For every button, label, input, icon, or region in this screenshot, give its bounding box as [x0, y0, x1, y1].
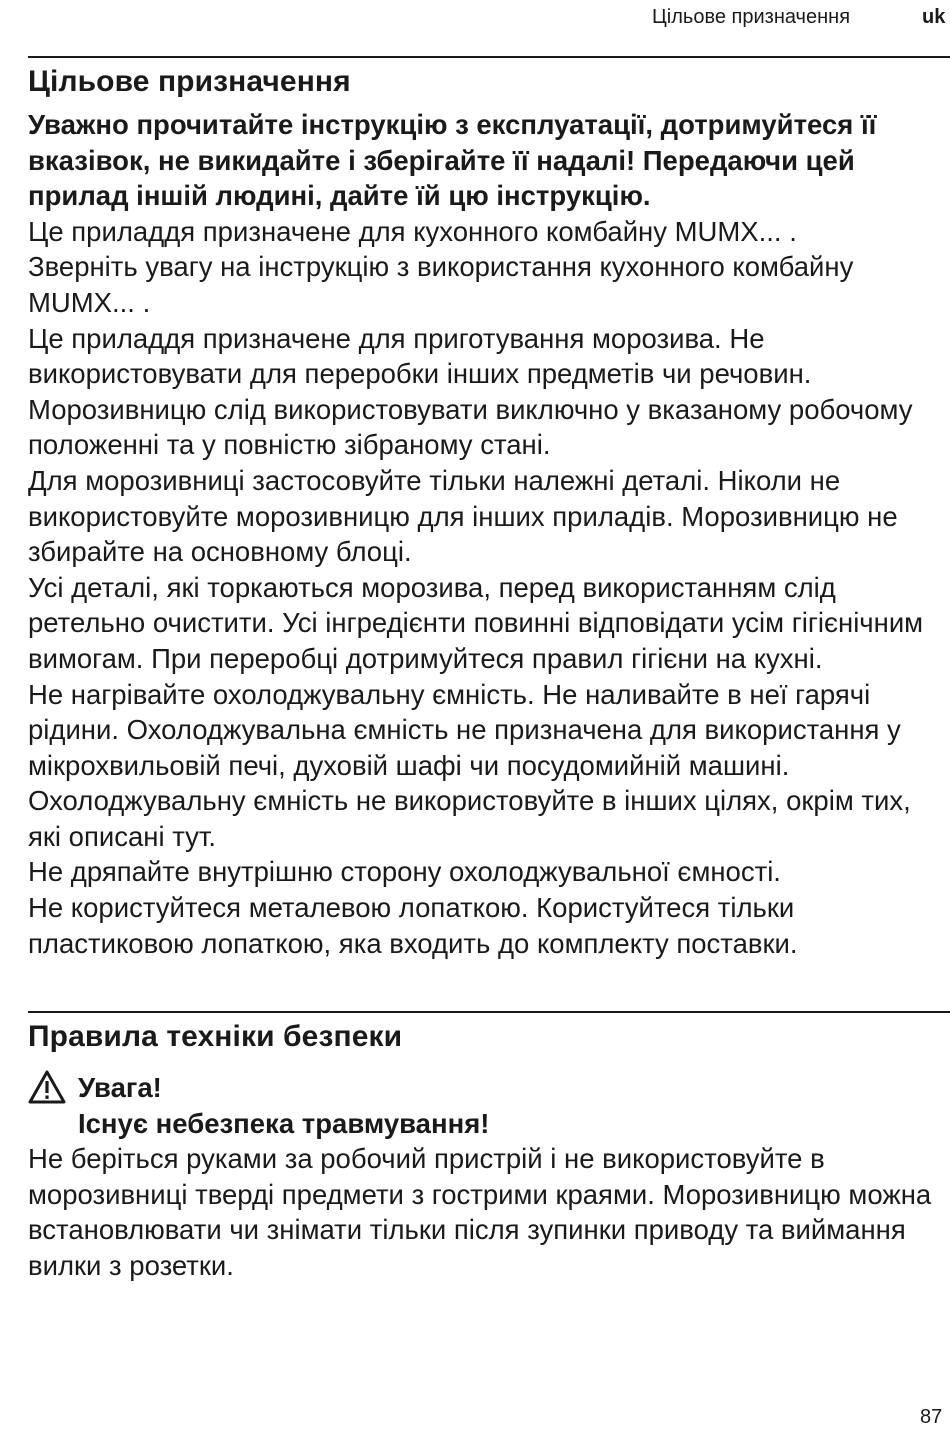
paragraph-spatula: Не користуйтеся металевою лопаткою. Користуйтеся тільки пластиковою лопаткою, яка входить до комплекту поставки. — [28, 892, 798, 959]
paragraph-ice-cream-purpose: Це приладдя призначене для приготування морозива. Не використовувати для переробки інших предметів чи речовин. — [28, 322, 812, 390]
paragraph-no-scratching: Не дряпайте внутрішню сторону охолоджувальної ємності. — [28, 856, 781, 888]
warning-triangle-icon — [28, 1070, 66, 1104]
paragraph-cooling-container: Не нагрівайте охолоджувальну ємність. Не наливайте в неї гарячі рідини. Охолоджувальна ємність не призначена для використання у мікрохвильовій печі, духовій шафі чи посудомийній машині. Охолоджувальну ємність не використовуйте в інших цілях, окрім тих, які описані тут. — [28, 678, 911, 852]
running-header — [0, 4, 950, 30]
section-heading-intended-use: Цільове призначення — [28, 65, 351, 98]
running-header-title: Цільове призначення — [652, 6, 851, 28]
warning-block — [28, 1070, 946, 1141]
top-divider — [28, 56, 950, 58]
section-divider — [28, 1011, 950, 1013]
bold-intro-paragraph: Уважно прочитайте інструкцію з експлуатації, дотримуйтеся її вказівок, не викидайте і зберігайте її надалі! Передаючи цей прилад іншій людині, дайте їй цю інструкцію. — [28, 109, 877, 212]
paragraph-proper-parts: Для морозивниці застосовуйте тільки належні деталі. Ніколи не використовуйте морозивницю для інших приладів. Морозивницю не збирайте на основному блоці. — [28, 464, 898, 568]
language-code: uk — [922, 6, 946, 28]
section-heading-safety: Правила техніки безпеки — [28, 1020, 403, 1053]
warning-title: Увага! — [78, 1072, 162, 1103]
page-number: 87 — [920, 1406, 943, 1428]
paragraph-accessory-purpose: Це приладдя призначене для кухонного комбайну MUMX... . — [28, 215, 797, 247]
paragraph-see-instructions: Зверніть увагу на інструкцію з використання кухонного комбайну MUMX... . — [28, 251, 854, 318]
warning-subtitle: Існує небезпека травмування! — [78, 1107, 490, 1139]
section-safety — [28, 1018, 946, 1284]
section-intended-use — [28, 63, 946, 961]
paragraph-hygiene: Усі деталі, які торкаються морозива, перед використанням слід ретельно очистити. Усі інгредієнти повинні відповідати усім гігієнічним вимогам. При переробці дотримуйтеся правил гігієни на кухні. — [28, 571, 924, 674]
paragraph-safety: Не беріться руками за робочий пристрій і не використовуйте в морозивниці тверді предмети з гострими краями. Морозивницю можна встановлювати чи знімати тільки після зупинки приводу та виймання вилки з розетки. — [28, 1143, 932, 1281]
paragraph-working-position: Морозивницю слід використовувати виключно у вказаному робочому положенні та у повністю зібраному стані. — [28, 393, 913, 461]
